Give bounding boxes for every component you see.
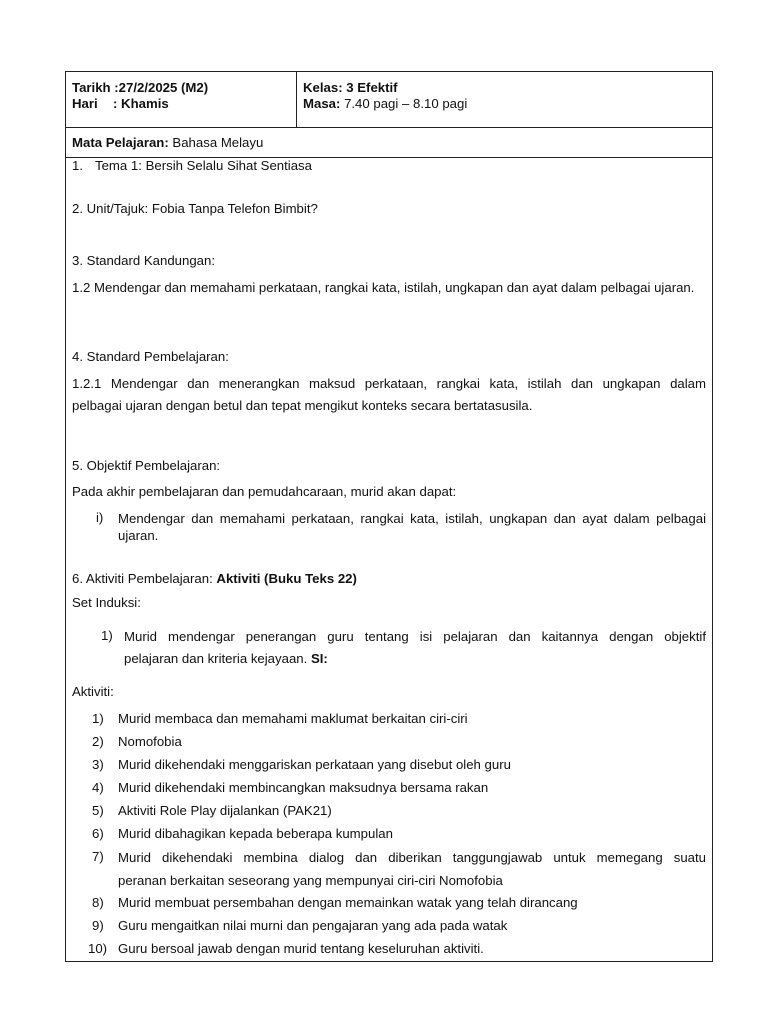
tema-line	[72, 158, 706, 174]
objektif-item-text: Mendengar dan memahami perkataan, rangkai kata, istilah, ungkapan dan ayat dalam pelbagai ujaran.	[118, 511, 706, 543]
set-induksi-line2	[124, 651, 706, 667]
list-item-number: 5)	[92, 803, 104, 818]
list-item-number: 2)	[92, 734, 104, 749]
list-item-text: Guru mengaitkan nilai murni dan pengajaran yang ada pada watak	[118, 918, 508, 933]
day-value: : Khamis	[113, 96, 169, 111]
day-label: Hari	[72, 96, 98, 111]
list-item-number: 1)	[92, 711, 104, 726]
class-value: 3 Efektif	[346, 80, 398, 95]
list-item-text	[118, 849, 706, 889]
list-item-number: 8)	[92, 895, 104, 910]
day-line	[72, 96, 296, 112]
list-item-text: Murid dibahagikan kepada beberapa kumpulan	[118, 826, 393, 841]
list-item-number: 6)	[92, 826, 104, 841]
list-item-text: Murid dikehendaki menggariskan perkataan yang disebut oleh guru	[118, 757, 511, 772]
list-item-line1: Murid dikehendaki membina dialog dan diberikan tanggungjawab untuk memegang suatu	[118, 850, 706, 865]
set-induksi-label: Set Induksi:	[72, 595, 141, 610]
standard-pembelajaran-line2: pelbagai ujaran dengan betul dan tepat mengikut konteks secara bertatasusila.	[72, 398, 533, 413]
aktiviti-heading-prefix: 6. Aktiviti Pembelajaran:	[72, 571, 213, 586]
tema-number: 1.	[72, 158, 83, 173]
date-label: Tarikh :	[72, 80, 119, 95]
set-induksi-number: 1)	[101, 628, 113, 643]
list-item-text: Murid membuat persembahan dengan memainkan watak yang telah dirancang	[118, 895, 578, 910]
list-item-number: 10)	[88, 941, 108, 956]
date-line	[72, 80, 296, 96]
lesson-body	[72, 158, 706, 961]
list-item-text: Guru bersoal jawab dengan murid tentang keseluruhan aktiviti.	[118, 941, 484, 956]
class-line	[303, 80, 712, 96]
header-date-cell	[66, 72, 297, 127]
aktiviti-pembelajaran-heading	[72, 571, 706, 587]
subject-row	[66, 128, 712, 158]
subject-label: Mata Pelajaran:	[72, 135, 169, 150]
list-item-number: 3)	[92, 757, 104, 772]
aktiviti-label: Aktiviti:	[72, 684, 114, 699]
set-induksi-line1: Murid mendengar penerangan guru tentang isi pelajaran dan kaitannya dengan objektif	[124, 629, 706, 644]
unit-line: 2. Unit/Tajuk: Fobia Tanpa Telefon Bimbit?	[72, 201, 318, 216]
date-value: 27/2/2025 (M2)	[118, 80, 209, 95]
aktiviti-heading-bold: Aktiviti (Buku Teks 22)	[216, 571, 357, 586]
set-induksi-line2-text: pelajaran dan kriteria kejayaan.	[124, 651, 308, 666]
objektif-item-number: i)	[96, 510, 104, 525]
time-line	[303, 96, 712, 112]
set-induksi-si: SI:	[310, 651, 328, 666]
list-item-text: Aktiviti Role Play dijalankan (PAK21)	[118, 803, 332, 818]
list-item-text: Murid membaca dan memahami maklumat berkaitan ciri-ciri	[118, 711, 468, 726]
header-row	[66, 72, 712, 128]
objektif-heading: 5. Objektif Pembelajaran:	[72, 458, 221, 473]
tema-text: Tema 1: Bersih Selalu Sihat Sentiasa	[95, 158, 312, 173]
class-label: Kelas:	[303, 80, 343, 95]
objektif-intro: Pada akhir pembelajaran dan pemudahcaraan, murid akan dapat:	[72, 484, 457, 499]
time-value: 7.40 pagi – 8.10 pagi	[344, 96, 468, 111]
standard-kandungan-heading: 3. Standard Kandungan:	[72, 253, 215, 268]
subject-value: Bahasa Melayu	[172, 135, 264, 150]
list-item-number: 4)	[92, 780, 104, 795]
standard-pembelajaran-heading: 4. Standard Pembelajaran:	[72, 349, 229, 364]
list-item-text: Nomofobia	[118, 734, 182, 749]
time-label: Masa:	[303, 96, 341, 111]
list-item-number: 9)	[92, 918, 104, 933]
list-item-line2: peranan berkaitan seseorang yang mempunyai ciri-ciri Nomofobia	[118, 873, 503, 888]
standard-kandungan-text: 1.2 Mendengar dan memahami perkataan, rangkai kata, istilah, ungkapan dan ayat dalam pelbagai ujaran.	[72, 280, 695, 295]
standard-pembelajaran-line1: 1.2.1 Mendengar dan menerangkan maksud perkataan, rangkai kata, istilah dan ungkapan dalam	[72, 376, 706, 391]
lesson-plan-table	[65, 71, 713, 962]
header-class-cell	[297, 72, 712, 135]
list-item-number: 7)	[92, 849, 104, 864]
list-item-text: Murid dikehendaki membincangkan maksudnya bersama rakan	[118, 780, 489, 795]
set-induksi-text	[124, 628, 706, 667]
